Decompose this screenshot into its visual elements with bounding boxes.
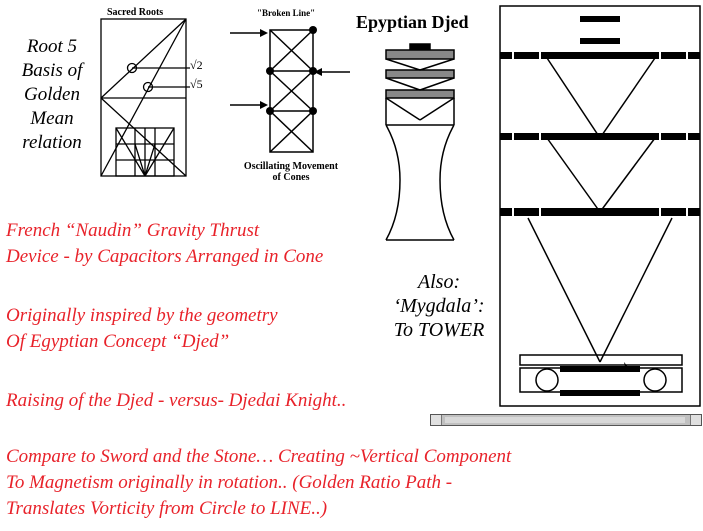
caption-line: Oscillating Movement — [243, 161, 339, 172]
scroll-right-icon[interactable] — [690, 415, 701, 425]
scroll-track[interactable] — [445, 417, 685, 423]
djed-title: Epyptian Djed — [356, 12, 469, 32]
broken-line-title: "Broken Line" — [257, 8, 316, 18]
red-text-line: French “Naudin” Gravity Thrust — [6, 220, 260, 241]
red-text-line: To Magnetism originally in rotation.. (Golden Ratio Path - — [6, 472, 453, 493]
broken-line-caption — [232, 161, 350, 183]
sqrt2-label: √2 — [190, 58, 203, 72]
scroll-left-icon[interactable] — [431, 415, 442, 425]
also-line: To TOWER — [393, 319, 485, 341]
root5-line: Mean — [30, 108, 74, 129]
root5-line: Root 5 — [26, 36, 78, 57]
red-text-line: Device - by Capacitors Arranged in Cone — [6, 246, 324, 267]
also-line: Also: — [417, 271, 461, 293]
root5-line: Golden — [24, 84, 80, 105]
also-line: ‘Mygdala’: — [393, 295, 485, 317]
red-text-line: Translates Vorticity from Circle to LINE..) — [6, 498, 328, 519]
red-text-line: Originally inspired by the geometry — [6, 305, 278, 326]
root5-note — [2, 35, 102, 155]
red-text-line: Compare to Sword and the Stone… Creating ~Vertical Component — [6, 446, 512, 467]
red-text-line: Raising of the Djed - versus- Djedai Knight.. — [6, 390, 347, 411]
sacred-roots-title: Sacred Roots — [107, 7, 164, 18]
also-note — [380, 270, 498, 342]
red-text-line: Of Egyptian Concept “Djed” — [6, 331, 230, 352]
sqrt5-label: √5 — [190, 77, 203, 91]
root5-line: Basis of — [21, 60, 83, 81]
horizontal-scrollbar[interactable] — [430, 414, 702, 426]
root5-line: relation — [22, 132, 82, 153]
caption-line: of Cones — [272, 172, 310, 183]
